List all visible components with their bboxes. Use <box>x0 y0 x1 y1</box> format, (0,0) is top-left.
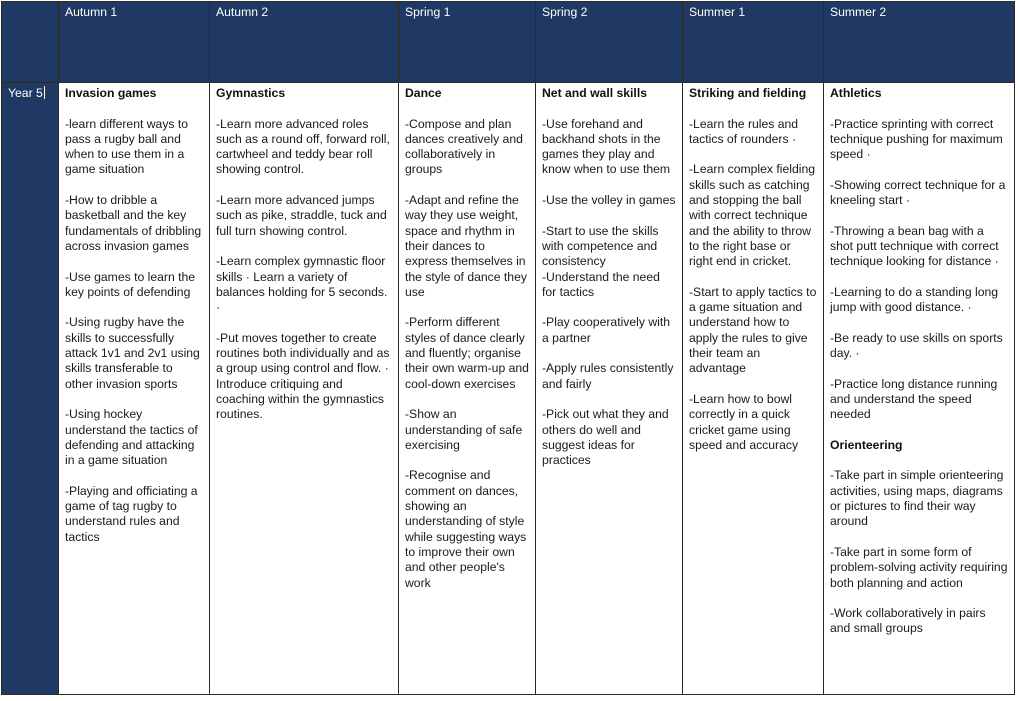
objective-item: -Compose and plan dances creatively and collaboratively in groups <box>405 116 523 177</box>
unit-heading: Gymnastics <box>216 86 286 100</box>
objective-item: -learn different ways to pass a rugby ball and when to use them in a game situation <box>65 116 189 177</box>
year-label-cell[interactable] <box>2 83 59 695</box>
objective-item: -Take part in simple orienteering activities, using maps, diagrams or pictures to find their way around <box>830 468 1004 529</box>
objective-item: -How to dribble a basketball and the key fundamentals of dribbling across invasion games <box>65 193 202 253</box>
objective-item: -Start to apply tactics to a game situation and understand how to apply the rules to give their team an advantage <box>689 284 817 376</box>
spring-2-cell[interactable] <box>536 83 683 695</box>
year-label: Year 5 <box>8 86 43 100</box>
objective-item: -Start to use the skills with competence and consistency -Understand the need for tactics <box>542 223 660 299</box>
objective-item: -Learn the rules and tactics of rounders · <box>689 116 799 146</box>
year-5-row <box>2 83 1015 695</box>
term-header-summer-2: Summer 2 <box>824 2 1015 83</box>
objective-item: -Playing and officiating a game of tag rugby to understand rules and tactics <box>65 483 198 544</box>
term-header-summer-1: Summer 1 <box>683 2 824 83</box>
unit-heading: Athletics <box>830 86 882 100</box>
objective-item: -Using rugby have the skills to successfully attack 1v1 and 2v1 using skills transferable to other invasion sports <box>65 315 200 391</box>
term-header-autumn-2: Autumn 2 <box>210 2 399 83</box>
objective-item: -Learn complex fielding skills such as catching and stopping the ball with correct technique and the ability to throw to the right base or right end in cricket. <box>689 162 816 269</box>
objective-item: -Work collaboratively in pairs and small groups <box>830 606 986 636</box>
autumn-1-cell[interactable] <box>59 83 210 695</box>
objective-item: -Put moves together to create routines both individually and as a group using control and flow. · Introduce critiquing and coaching within the gymnastics routines. <box>216 330 390 422</box>
objective-item: -Use the volley in games <box>542 193 676 208</box>
unit-heading: Dance <box>405 86 442 100</box>
curriculum-table-wrapper <box>1 1 1015 695</box>
summer-1-cell[interactable] <box>683 83 824 695</box>
objective-item: -Practice long distance running and understand the speed needed <box>830 376 998 422</box>
objective-item: -Pick out what they and others do well and suggest ideas for practices <box>542 407 669 468</box>
term-header-autumn-1: Autumn 1 <box>59 2 210 83</box>
spring-1-cell[interactable] <box>399 83 536 695</box>
term-header-spring-2: Spring 2 <box>536 2 683 83</box>
unit-heading-orienteering: Orienteering <box>830 437 903 452</box>
unit-heading: Invasion games <box>65 86 157 100</box>
objective-item: -Showing correct technique for a kneeling start · <box>830 177 1006 208</box>
objective-item: -Show an understanding of safe exercising <box>405 407 523 452</box>
objective-item: -Using hockey understand the tactics of defending and attacking in a game situation <box>65 407 198 468</box>
objective-item: -Perform different styles of dance clearly and fluently; organise their own warm-up and cool-down exercises <box>405 315 529 391</box>
autumn-2-cell[interactable] <box>210 83 399 695</box>
objective-item: -Apply rules consistently and fairly <box>542 361 674 391</box>
objective-item: -Learning to do a standing long jump with good distance. · <box>830 284 999 315</box>
unit-heading: Net and wall skills <box>542 86 647 100</box>
objective-item: -Learn how to bowl correctly in a quick cricket game using speed and accuracy <box>689 391 799 452</box>
objective-item: -Recognise and comment on dances, showing an understanding of style while suggesting ways to improve their own and other people's work <box>405 468 527 590</box>
objective-item: -Take part in some form of problem-solving activity requiring both planning and action <box>830 544 1008 590</box>
objective-item: -Use games to learn the key points of defending <box>65 269 196 299</box>
objective-item: -Be ready to use skills on sports day. · <box>830 330 1003 361</box>
unit-heading: Striking and fielding <box>689 86 807 100</box>
objective-item: -Learn more advanced roles such as a round off, forward roll, cartwheel and teddy bear roll showing control. <box>216 116 390 177</box>
objective-item: -Throwing a bean bag with a shot putt technique with correct technique looking for distance · <box>830 223 999 269</box>
header-row <box>2 2 1015 83</box>
summer-2-cell[interactable] <box>824 83 1015 695</box>
objective-item: -Practice sprinting with correct technique pushing for maximum speed · <box>830 116 1003 162</box>
objective-item: -Learn complex gymnastic floor skills · Learn a variety of balances holding for 5 seconds. · <box>216 254 388 315</box>
term-header-spring-1: Spring 1 <box>399 2 536 83</box>
objective-item: -Learn more advanced jumps such as pike, straddle, tuck and full turn showing control. <box>216 193 387 238</box>
text-cursor <box>44 86 45 99</box>
pe-curriculum-table <box>1 1 1015 695</box>
objective-item: -Play cooperatively with a partner <box>542 315 671 345</box>
corner-cell <box>2 2 59 83</box>
objective-item: -Adapt and refine the way they use weight, space and rhythm in their dances to express themselves in the style of dance they use <box>405 193 527 299</box>
objective-item: -Use forehand and backhand shots in the games they play and know when to use them <box>542 116 671 177</box>
